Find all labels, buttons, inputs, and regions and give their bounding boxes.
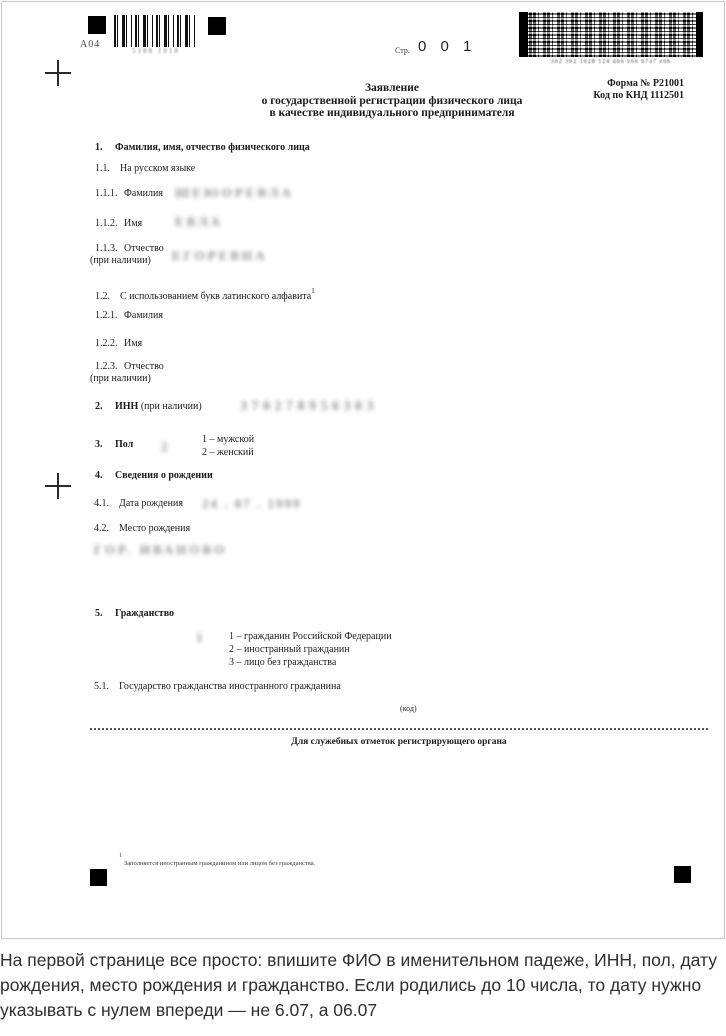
- crop-mark-plus-icon: [45, 473, 71, 499]
- field-5-1-foreign-state: 5.1. Государство гражданства иностранного гражданина: [94, 681, 341, 692]
- birthdate-value-redacted: 24 . 07 . 1999: [202, 496, 302, 511]
- citizenship-option-1: 1 – гражданин Российской Федерации: [229, 631, 392, 642]
- form-sheet-code: А04: [80, 39, 101, 50]
- field-1-1-3-note: (при наличии): [90, 255, 151, 266]
- field-1-2-3-patronymic-lat: 1.2.3. Отчество: [95, 361, 164, 372]
- section-1-header: 1. Фамилия, имя, отчество физического лица: [95, 142, 310, 153]
- citizenship-option-3: 3 – лицо без гражданства: [229, 657, 337, 668]
- field-1-1: 1.1. На русском языке: [95, 163, 196, 174]
- birthplace-value-redacted: ГОР. ИВАНОВО: [94, 542, 228, 557]
- field-4-1-birthdate: 4.1. Дата рождения: [94, 498, 183, 509]
- field-1-2-2-name-lat: 1.2.2. Имя: [95, 338, 143, 349]
- page-number-value: 0 0 1: [418, 38, 477, 55]
- corner-square-mark: [90, 869, 107, 886]
- barcode-2d-caption: 3b2 3b2 1028 124 db6 e6b b7a7 e6b: [550, 59, 672, 65]
- code-label: (код): [400, 704, 417, 713]
- corner-square-mark: [208, 17, 226, 35]
- section-4-header: 4. Сведения о рождении: [95, 470, 213, 481]
- footnote-ref: 1: [311, 287, 315, 295]
- citizenship-option-2: 2 – иностранный гражданин: [229, 644, 350, 655]
- footnote-text: Заполняется иностранным гражданином или лицом без гражданства.: [124, 860, 316, 867]
- corner-square-mark: [88, 16, 106, 34]
- section-3-sex: 3. Пол: [95, 439, 134, 450]
- field-1-1-1-surname-ru: 1.1.1. Фамилия: [95, 188, 163, 199]
- section-5-header: 5. Гражданство: [95, 608, 175, 619]
- surname-ru-value-redacted: ШЕЮОРЕВЛА: [175, 185, 294, 200]
- field-1-2-latin: 1.2. С использованием букв латинского алфавита$^1$: [95, 287, 315, 302]
- barcode-2d-icon: [519, 12, 703, 57]
- form-title-line3: в качестве индивидуального предпринимателя: [269, 107, 515, 119]
- form-number-block: [593, 78, 684, 102]
- page-number-label: Стр.: [395, 46, 410, 55]
- dotted-separator: [90, 728, 708, 730]
- sex-option-female: 2 – женский: [202, 447, 254, 458]
- field-1-1-3-patronymic-ru: 1.1.3. Отчество: [95, 243, 164, 254]
- field-1-2-1-surname-lat: 1.2.1. Фамилия: [95, 310, 163, 321]
- corner-square-mark: [674, 866, 691, 883]
- field-1-2-3-note: (при наличии): [90, 373, 151, 384]
- footnote-number: 1: [119, 853, 122, 859]
- barcode-1d-digits: 5188 1018: [132, 47, 180, 55]
- service-marks-note: Для служебных отметок регистрирующего органа: [291, 737, 507, 747]
- knd-code: Код по КНД 1112501: [593, 90, 684, 101]
- barcode-1d-icon: [114, 15, 198, 47]
- field-1-1-2-name-ru: 1.1.2. Имя: [95, 218, 143, 229]
- sex-option-male: 1 – мужской: [202, 434, 255, 445]
- crop-mark-plus-icon: [45, 60, 71, 86]
- sex-value-redacted: 2: [161, 439, 171, 454]
- form-title-line2: о государственной регистрации физического лица: [261, 94, 523, 107]
- article-caption: На первой странице все просто: впишите ФИО в именительном падеже, ИНН, пол, дату рождения, место рождения и гражданство. Если родились до 10 числа, то дату нужно указывать с нулем впереди — не 6.07, а 06.07: [0, 950, 717, 1020]
- inn-value-redacted: 370278956303: [240, 399, 378, 414]
- form-number: Форма № Р21001: [607, 78, 684, 89]
- citizenship-value-redacted: 1: [196, 630, 206, 645]
- patronymic-ru-value-redacted: ЕГОРЕВНА: [172, 248, 268, 263]
- name-ru-value-redacted: ЕВЛА: [175, 214, 223, 229]
- field-4-2-birthplace: 4.2. Место рождения: [94, 523, 191, 534]
- section-2-inn: 2. ИНН (при наличии): [95, 401, 202, 412]
- scanned-form-page: [1, 1, 725, 939]
- form-title: [182, 82, 602, 120]
- form-title-line1: Заявление: [364, 82, 419, 94]
